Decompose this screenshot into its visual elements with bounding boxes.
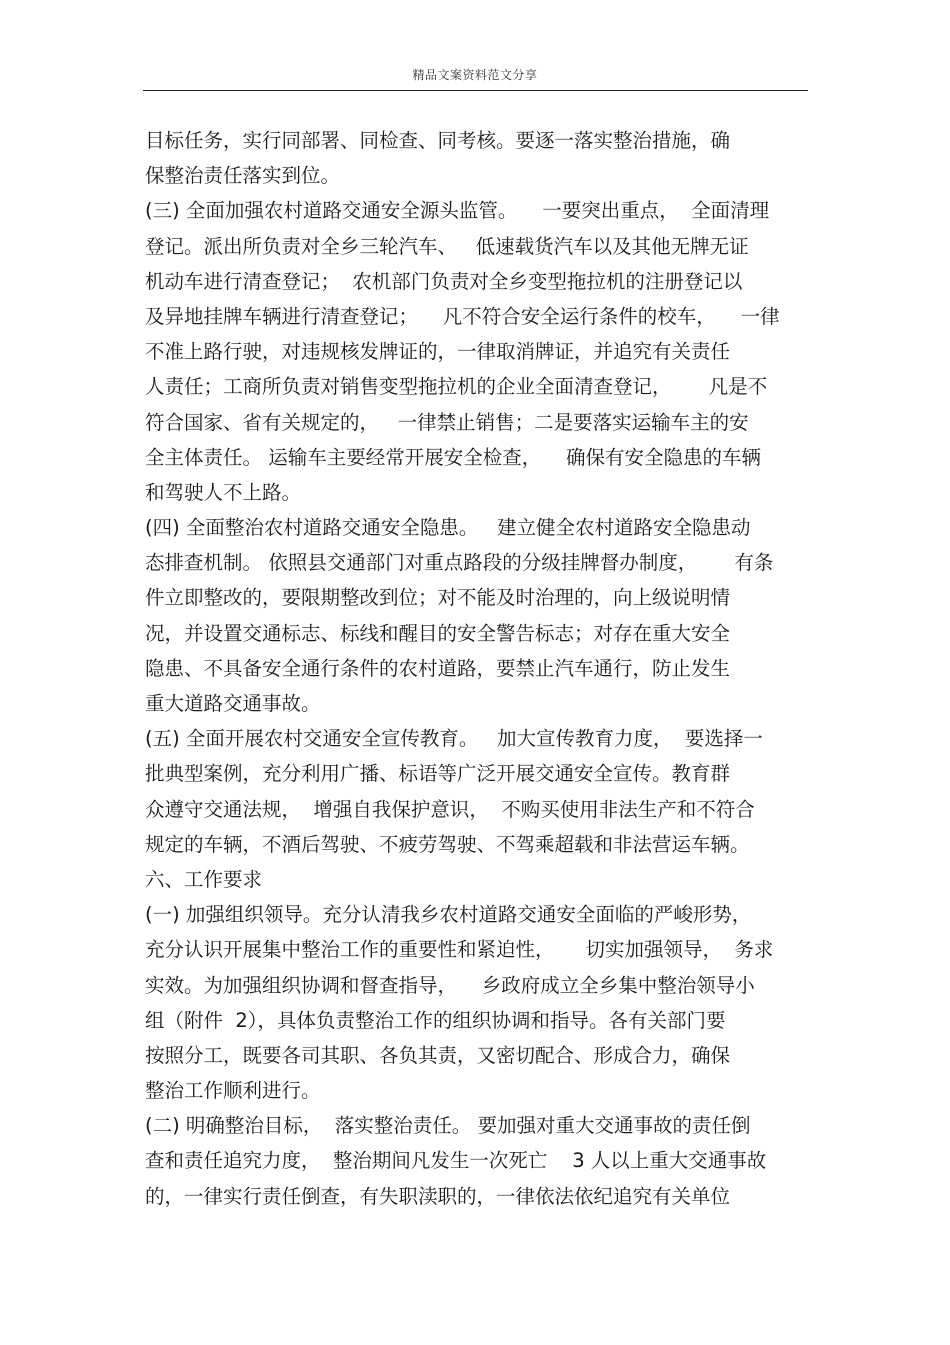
- section-heading-line: (一) 加强组织领导。充分认清我乡农村道路交通安全面临的严峻形势，: [145, 903, 752, 927]
- text-line: 隐患、不具备安全通行条件的农村道路，要禁止汽车通行，防止发生: [145, 656, 731, 680]
- text-line: 况，并设置交通标志、标线和醒目的安全警告标志；对存在重大安全: [145, 621, 731, 645]
- header-divider: [143, 90, 808, 91]
- text-line: 众遵守交通法规， 增强自我保护意识， 不购买使用非法生产和不符合: [145, 797, 755, 821]
- text-line: 实效。为加强组织协调和督查指导， 乡政府成立全乡集中整治领导小: [145, 973, 755, 997]
- text-line: 机动车进行清查登记； 农机部门负责对全乡变型拖拉机的注册登记以: [145, 269, 743, 293]
- text-line: 登记。派出所负责对全乡三轮汽车、 低速载货汽车以及其他无牌无证: [145, 234, 749, 258]
- text-line: 态排查机制。 依照县交通部门对重点路段的分级挂牌督办制度， 有条: [145, 551, 774, 575]
- text-line: 重大道路交通事故。: [145, 692, 321, 715]
- section-heading-line: (五) 全面开展农村交通安全宣传教育。 加大宣传教育力度， 要选择一: [145, 727, 763, 751]
- text-line: 按照分工，既要各司其职、各负其责，又密切配合、形成合力，确保: [145, 1043, 731, 1067]
- page-header-title: 精品文案资料范文分享: [412, 68, 538, 82]
- text-line: 批典型案例，充分利用广播、标语等广泛开展交通安全宣传。教育群: [145, 762, 731, 786]
- text-line: 的，一律实行责任倒查，有失职渎职的，一律依法依纪追究有关单位: [145, 1184, 731, 1208]
- section-heading-line: (三) 全面加强农村道路交通安全源头监管。 一要突出重点， 全面清理: [145, 199, 770, 223]
- text-line: 保整治责任落实到位。: [145, 164, 341, 188]
- text-line: 组（附件 2），具体负责整治工作的组织协调和指导。各有关部门要: [145, 1008, 726, 1032]
- text-line: 查和责任追究力度， 整治期间凡发生一次死亡 3 人以上重大交通事故: [145, 1149, 767, 1173]
- section-heading-line: (四) 全面整治农村道路交通安全隐患。 建立健全农村道路安全隐患动: [145, 516, 751, 540]
- section-heading-line: (二) 明确整治目标， 落实整治责任。 要加强对重大交通事故的责任倒: [145, 1114, 751, 1138]
- text-line: 全主体责任。 运输车主要经常开展安全检查， 确保有安全隐患的车辆: [145, 445, 761, 469]
- text-line: 不准上路行驶，对违规核发牌证的，一律取消牌证，并追究有关责任: [145, 340, 731, 364]
- text-line: 目标任务，实行同部署、同检查、同考核。要逐一落实整治措施，确: [145, 129, 731, 152]
- text-line: 整治工作顺利进行。: [145, 1079, 321, 1103]
- text-line: 规定的车辆，不酒后驾驶、不疲劳驾驶、不驾乘超载和非法营运车辆。: [145, 832, 750, 856]
- text-line: 件立即整改的，要限期整改到位；对不能及时治理的，向上级说明情: [145, 586, 731, 610]
- text-line: 和驾驶人不上路。: [145, 480, 302, 504]
- text-line: 及异地挂牌车辆进行清查登记； 凡不符合安全运行条件的校车， 一律: [145, 304, 780, 328]
- text-line: 人责任；工商所负责对销售变型拖拉机的企业全面清查登记， 凡是不: [145, 375, 768, 399]
- text-line: 充分认识开展集中整治工作的重要性和紧迫性， 切实加强领导， 务求: [145, 938, 774, 962]
- document-body: [145, 123, 810, 1214]
- chapter-heading-line: 六、工作要求: [145, 867, 263, 891]
- text-line: 符合国家、省有关规定的， 一律禁止销售；二是要落实运输车主的安: [145, 410, 749, 434]
